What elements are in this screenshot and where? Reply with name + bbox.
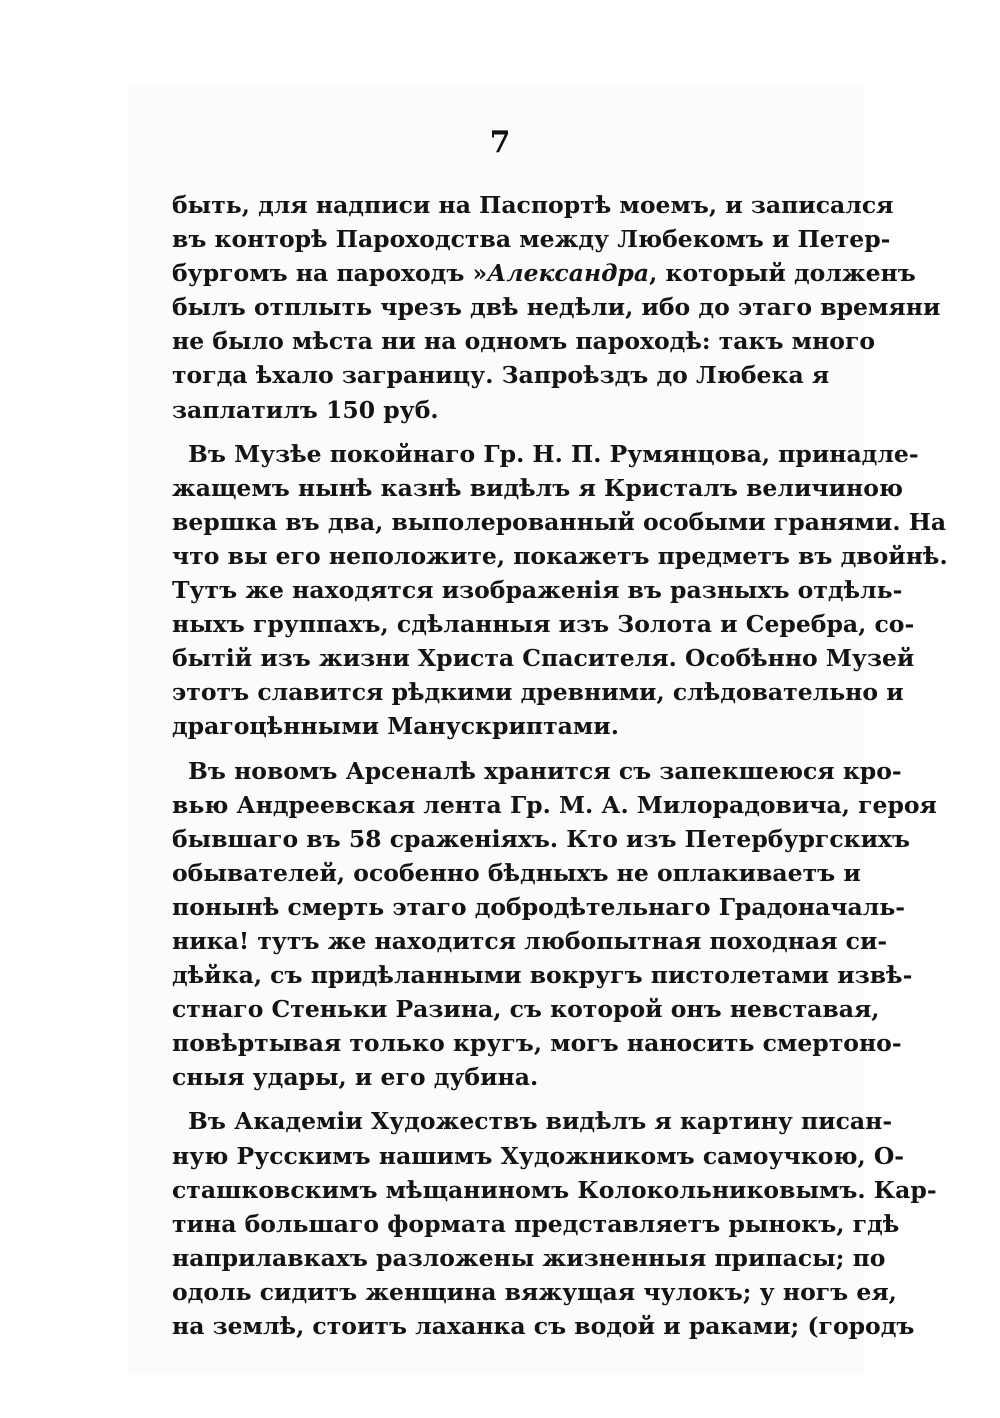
- text-line: этотъ славится рѣдкими древними, слѣдовательно и: [172, 678, 904, 707]
- text-line: ную Русскимъ нашимъ Художникомъ самоучкою, О-: [172, 1141, 905, 1170]
- text-line: одоль сидитъ женщина вяжущая чулокъ; у ногъ ея,: [172, 1277, 897, 1306]
- text-line: ныхъ группахъ, сдѣланныя изъ Золота и Серебра, со-: [172, 610, 915, 639]
- text-line: на землѣ, стоитъ лаханка съ водой и раками; (городъ: [172, 1312, 915, 1340]
- text-line: вершка въ два, выполерованный особыми гранями. На: [172, 507, 947, 536]
- ship-name-italic: Александра: [487, 259, 650, 288]
- text-line: бургомъ на пароходъ »Александра, который долженъ: [172, 259, 916, 288]
- text-line: бывшаго въ 58 сраженіяхъ. Кто изъ Петербургскихъ: [172, 824, 911, 853]
- text-line: дѣйка, съ придѣланными вокругъ пистолетами извѣ-: [172, 961, 913, 990]
- paragraph: [172, 188, 941, 427]
- text-line: не было мѣста ни на одномъ пароходѣ: такъ много: [172, 327, 876, 356]
- text-line: тина большаго формата представляетъ рынокъ, гдѣ: [172, 1209, 900, 1238]
- text-line: драгоцѣнными Манускриптами.: [172, 712, 619, 741]
- paragraph: [172, 754, 937, 1095]
- text-line: въ конторѣ Пароходства между Любекомъ и Петер-: [172, 225, 891, 254]
- paragraph: [172, 437, 948, 744]
- text-line: сташковскимъ мѣщаниномъ Колокольниковымъ. Кар-: [172, 1175, 937, 1204]
- text-line: стнаго Стеньки Разина, съ которой онъ невставая,: [172, 995, 880, 1024]
- text-line: что вы его неположите, покажетъ предметъ въ двойнѣ.: [172, 541, 948, 570]
- text-line: ника! тутъ же находится любопытная походная си-: [172, 926, 888, 955]
- text-line: жащемъ нынѣ казнѣ видѣлъ я Кристалъ величиною: [172, 473, 903, 502]
- text-line: повѣртывая только кругъ, могъ наносить смертоно-: [172, 1029, 902, 1058]
- text-line: бытій изъ жизни Христа Спасителя. Особѣнно Музей: [172, 644, 915, 673]
- text-line: Въ Музѣе покойнаго Гр. Н. П. Румянцова, принадле-: [188, 439, 919, 468]
- text-line: заплатилъ 150 руб.: [172, 395, 439, 424]
- text-line: тогда ѣхало заграницу. Запроѣздъ до Любека я: [172, 361, 830, 390]
- text-line: понынѣ смерть этаго добродѣтельнаго Градоначаль-: [172, 892, 906, 921]
- text-line: Въ новомъ Арсеналѣ хранится съ запекшеюся кро-: [188, 756, 902, 785]
- text-line: былъ отплыть чрезъ двѣ недѣли, ибо до этаго времяни: [172, 293, 941, 322]
- text-line: быть, для надписи на Паспортѣ моемъ, и записался: [172, 191, 894, 219]
- text-line: обывателей, особенно бѣдныхъ не оплакиваетъ и: [172, 858, 861, 887]
- paragraph: [172, 1104, 937, 1343]
- text-line: наприлавкахъ разложены жизненныя припасы; по: [172, 1243, 886, 1272]
- text-line: Въ Академіи Художествъ видѣлъ я картину писан-: [188, 1107, 893, 1136]
- text-line: сныя удары, и его дубина.: [172, 1063, 539, 1092]
- text-line: Тутъ же находятся изображенія въ разныхъ отдѣль-: [172, 576, 903, 605]
- body-text: [172, 188, 948, 1343]
- text-line: вью Андреевская лента Гр. М. А. Милорадовича, героя: [172, 790, 937, 819]
- page-number: 7: [489, 125, 511, 160]
